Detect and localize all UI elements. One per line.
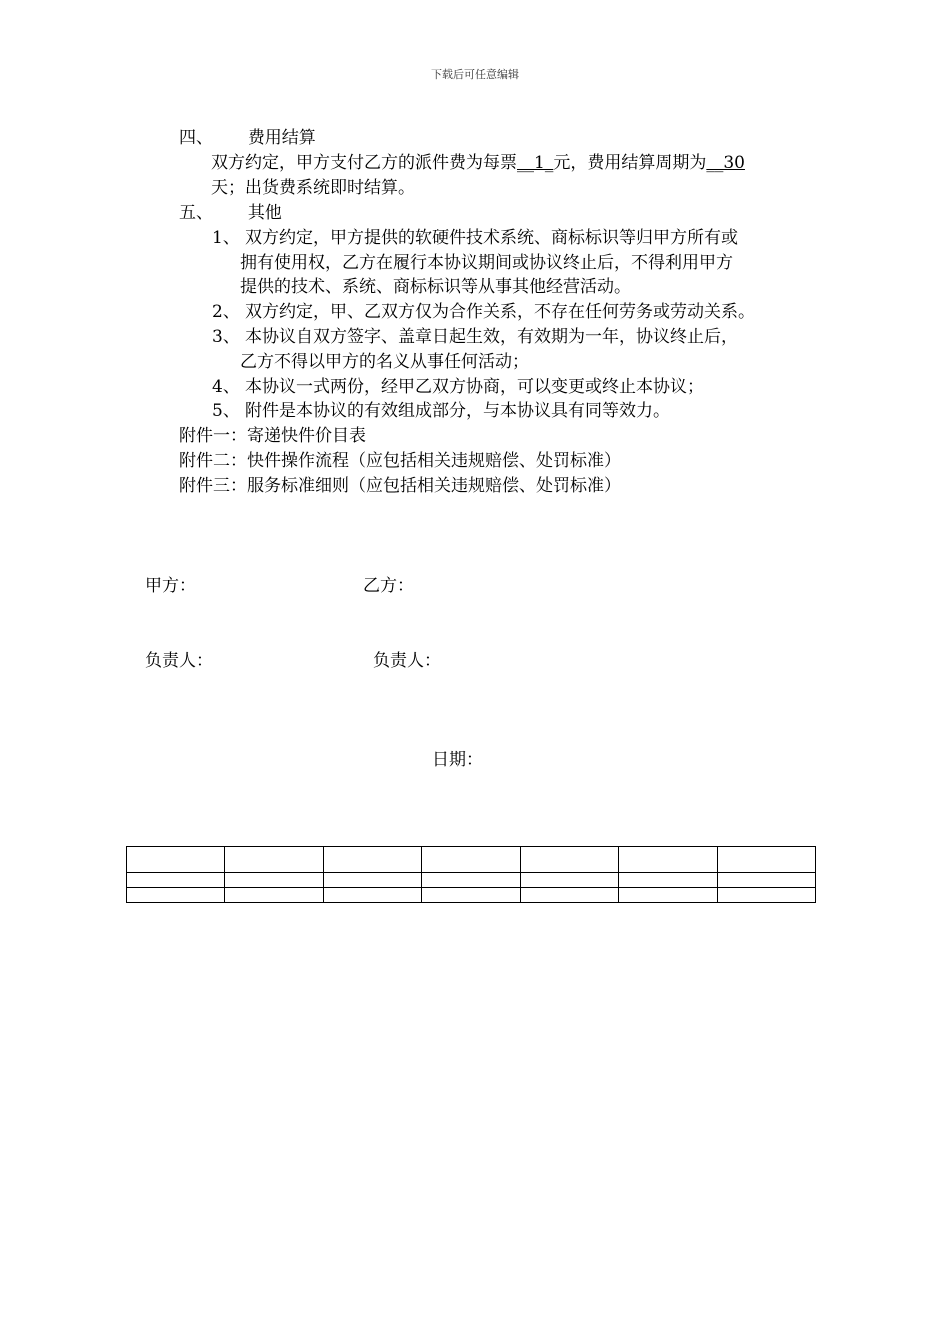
item-5-number: 5、 xyxy=(212,401,240,421)
table-cell xyxy=(422,847,520,873)
table-cell xyxy=(323,847,421,873)
section4-heading xyxy=(179,126,316,150)
table-cell xyxy=(520,847,618,873)
table-cell xyxy=(619,847,717,873)
table-row xyxy=(127,847,816,873)
section5-title: 其他 xyxy=(247,203,282,223)
table-cell xyxy=(717,888,815,903)
blank-table xyxy=(126,846,816,903)
table-cell xyxy=(717,847,815,873)
section4-title: 费用结算 xyxy=(247,128,316,148)
table-row xyxy=(127,873,816,888)
item-2-line: 双方约定，甲、乙双方仅为合作关系，不存在任何劳务或劳动关系。 xyxy=(245,302,755,322)
table-cell xyxy=(619,888,717,903)
item-3-number: 3、 xyxy=(212,327,240,347)
table-cell xyxy=(422,873,520,888)
table-cell xyxy=(520,888,618,903)
item-3-line: 乙方不得以甲方的名义从事任何活动； xyxy=(240,352,529,372)
per-ticket-fee-value: __1_ xyxy=(517,153,554,173)
item-4-number: 4、 xyxy=(212,377,240,397)
section5-number: 五、 xyxy=(179,203,213,223)
table-cell xyxy=(323,888,421,903)
item-3-line: 本协议自双方签字、盖章日起生效，有效期为一年，协议终止后， xyxy=(245,327,738,347)
section5-heading xyxy=(179,201,282,225)
table-cell xyxy=(225,847,323,873)
party-b-responsible-label: 负责人： xyxy=(373,651,441,671)
table-cell xyxy=(422,888,520,903)
table-cell xyxy=(127,888,225,903)
attachment-1: 附件一：寄递快件价目表 xyxy=(179,426,366,446)
table-cell xyxy=(323,873,421,888)
section4-number: 四、 xyxy=(179,128,213,148)
item-1-line: 提供的技术、系统、商标标识等从事其他经营活动。 xyxy=(240,277,631,297)
item-2-number: 2、 xyxy=(212,302,240,322)
item-1-number: 1、 xyxy=(212,228,240,248)
party-b-label: 乙方： xyxy=(363,576,414,596)
table-cell xyxy=(225,873,323,888)
date-label: 日期： xyxy=(432,750,483,770)
section4-paragraph-line1 xyxy=(211,151,745,175)
fee-text-a: 双方约定，甲方支付乙方的派件费为每票 xyxy=(211,153,517,173)
item-5-line: 附件是本协议的有效组成部分，与本协议具有同等效力。 xyxy=(245,401,670,421)
section4-paragraph-line2: 天；出货费系统即时结算。 xyxy=(211,178,415,198)
page-header: 下载后可任意编辑 xyxy=(431,68,519,81)
party-a-label: 甲方： xyxy=(145,576,196,596)
attachment-2: 附件二：快件操作流程（应包括相关违规赔偿、处罚标准） xyxy=(179,451,621,471)
table-cell xyxy=(520,873,618,888)
table-cell xyxy=(619,873,717,888)
table-cell xyxy=(127,873,225,888)
table-row xyxy=(127,888,816,903)
party-a-responsible-label: 负责人： xyxy=(145,651,213,671)
fee-text-b: 元，费用结算周期为 xyxy=(553,153,707,173)
table-cell xyxy=(225,888,323,903)
settlement-period-value: __30 xyxy=(706,153,745,173)
item-4-line: 本协议一式两份，经甲乙双方协商，可以变更或终止本协议； xyxy=(245,377,704,397)
item-1-line: 双方约定，甲方提供的软硬件技术系统、商标标识等归甲方所有或 xyxy=(245,228,738,248)
item-1-line: 拥有使用权，乙方在履行本协议期间或协议终止后，不得利用甲方 xyxy=(240,253,733,273)
attachment-3: 附件三：服务标准细则（应包括相关违规赔偿、处罚标准） xyxy=(179,476,621,496)
table-cell xyxy=(127,847,225,873)
table-cell xyxy=(717,873,815,888)
